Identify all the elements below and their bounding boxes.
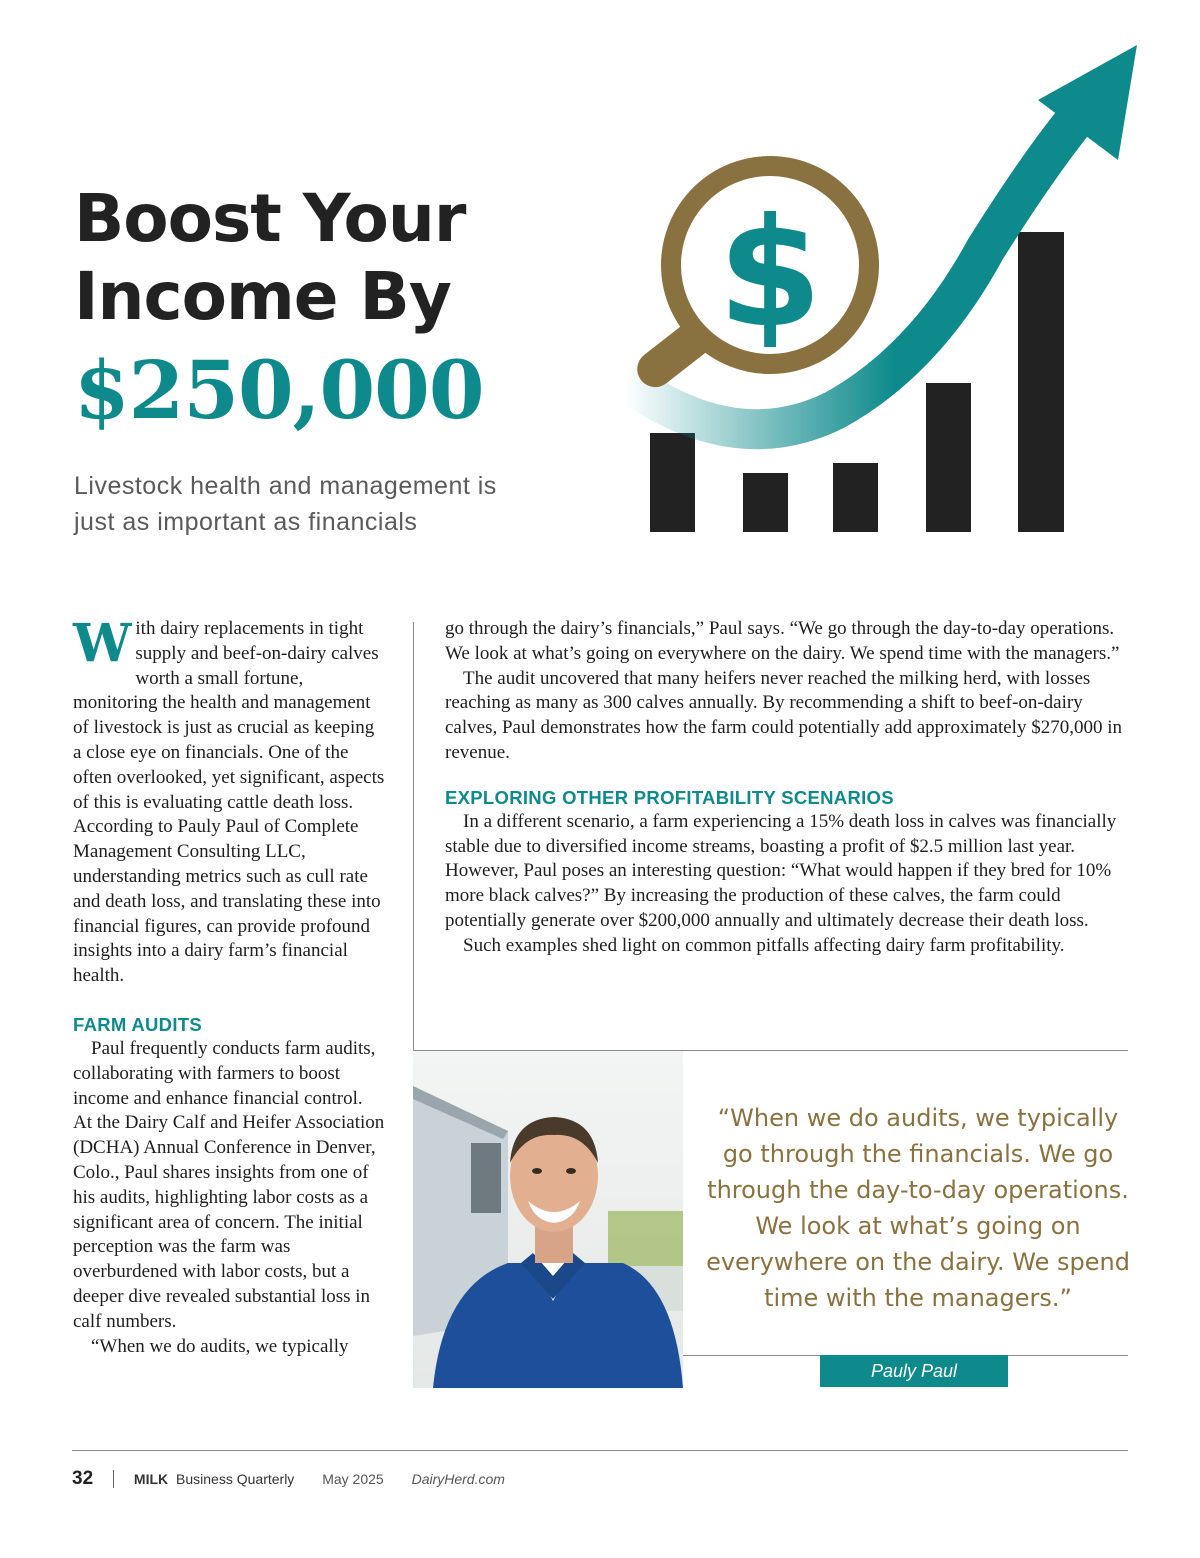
paragraph-quote-start: “When we do audits, we typically bbox=[91, 1335, 349, 1357]
headline bbox=[74, 180, 544, 440]
issue-date: May 2025 bbox=[322, 1471, 384, 1487]
section-heading-scenarios: EXPLORING OTHER PROFITABILITY SCENARIOS bbox=[445, 786, 894, 808]
website-link[interactable]: DairyHerd.com bbox=[411, 1471, 505, 1487]
hero-illustration bbox=[545, 40, 1145, 540]
pull-quote: “When we do audits, we typically go through the financials. We go through the day-to-day operations. We look at what’s going on everywhere on the dairy. We spend time with the managers.” bbox=[706, 1104, 1130, 1312]
intro-text: ith dairy replacements in tight supply and beef-on-dairy calves worth a small fortune, monitoring the health and management of livestock is just as crucial as keeping a close eye on financials. One of the often overlooked, yet significant, aspects of this is evaluating cattle death loss. According to Pauly Paul of Complete Management Consulting LLC, understanding metrics such as cull rate and death loss, and translating these into financial figures, can provide profound insights into a dairy farm’s financial health. bbox=[73, 618, 385, 987]
article-column-left bbox=[73, 613, 385, 1359]
headline-line-2: Income By bbox=[74, 258, 451, 335]
magazine-brand: MILK bbox=[133, 1471, 169, 1487]
magazine-title: Business Quarterly bbox=[176, 1471, 295, 1487]
drop-cap: W bbox=[73, 613, 132, 674]
subtitle: Livestock health and management is just as important as financials bbox=[74, 472, 497, 536]
intro-paragraph bbox=[73, 613, 385, 989]
paragraph-quote-continued: go through the dairy’s financials,” Paul says. “We go through the day-to-day operations. We look at what’s going on everywhere on the dairy. We spend time with the managers.” bbox=[445, 618, 1120, 664]
paragraph-scenario: In a different scenario, a farm experiencing a 15% death loss in calves was financially stable due to diversified income streams, boasting a profit of $2.5 million last year. However, Paul poses an interesting question: “What would happen if they bred for 10% more black calves?” By increasing the production of these calves, the farm could potentially generate over $200,000 annually and ultimately decrease their death loss. bbox=[445, 810, 1117, 931]
column-divider bbox=[413, 622, 414, 1050]
page-footer bbox=[72, 1468, 505, 1496]
portrait-photo bbox=[413, 1051, 683, 1388]
article-column-right bbox=[445, 617, 1125, 959]
paragraph-conclusion: Such examples shed light on common pitfalls affecting dairy farm profitability. bbox=[463, 934, 1065, 956]
headline-line-1: Boost Your bbox=[74, 180, 466, 257]
headline-amount: $250,000 bbox=[74, 343, 484, 437]
page-number: 32 bbox=[72, 1468, 94, 1489]
footer-rule bbox=[72, 1450, 1128, 1451]
paragraph-audit-results: The audit uncovered that many heifers never reached the milking herd, with losses reaching as many as 300 calves annually. By recommending a shift to beef-on-dairy calves, Paul demonstrates how the farm could potentially add approximately $270,000 in revenue. bbox=[445, 667, 1122, 763]
dollar-icon: $ bbox=[717, 187, 823, 361]
photo-caption: Pauly Paul bbox=[820, 1355, 1008, 1387]
footer-separator bbox=[113, 1470, 114, 1488]
section-heading-farm-audits: FARM AUDITS bbox=[73, 1013, 203, 1035]
paragraph-farm-audits: Paul frequently conducts farm audits, collaborating with farmers to boost income and enhance financial control. At the Dairy Calf and Heifer Association (DCHA) Annual Conference in Denver, Colo., Paul shares insights from one of his audits, highlighting labor costs as a significant area of concern. The initial perception was the farm was overburdened with labor costs, but a deeper dive revealed substantial loss in calf numbers. bbox=[73, 1037, 385, 1332]
